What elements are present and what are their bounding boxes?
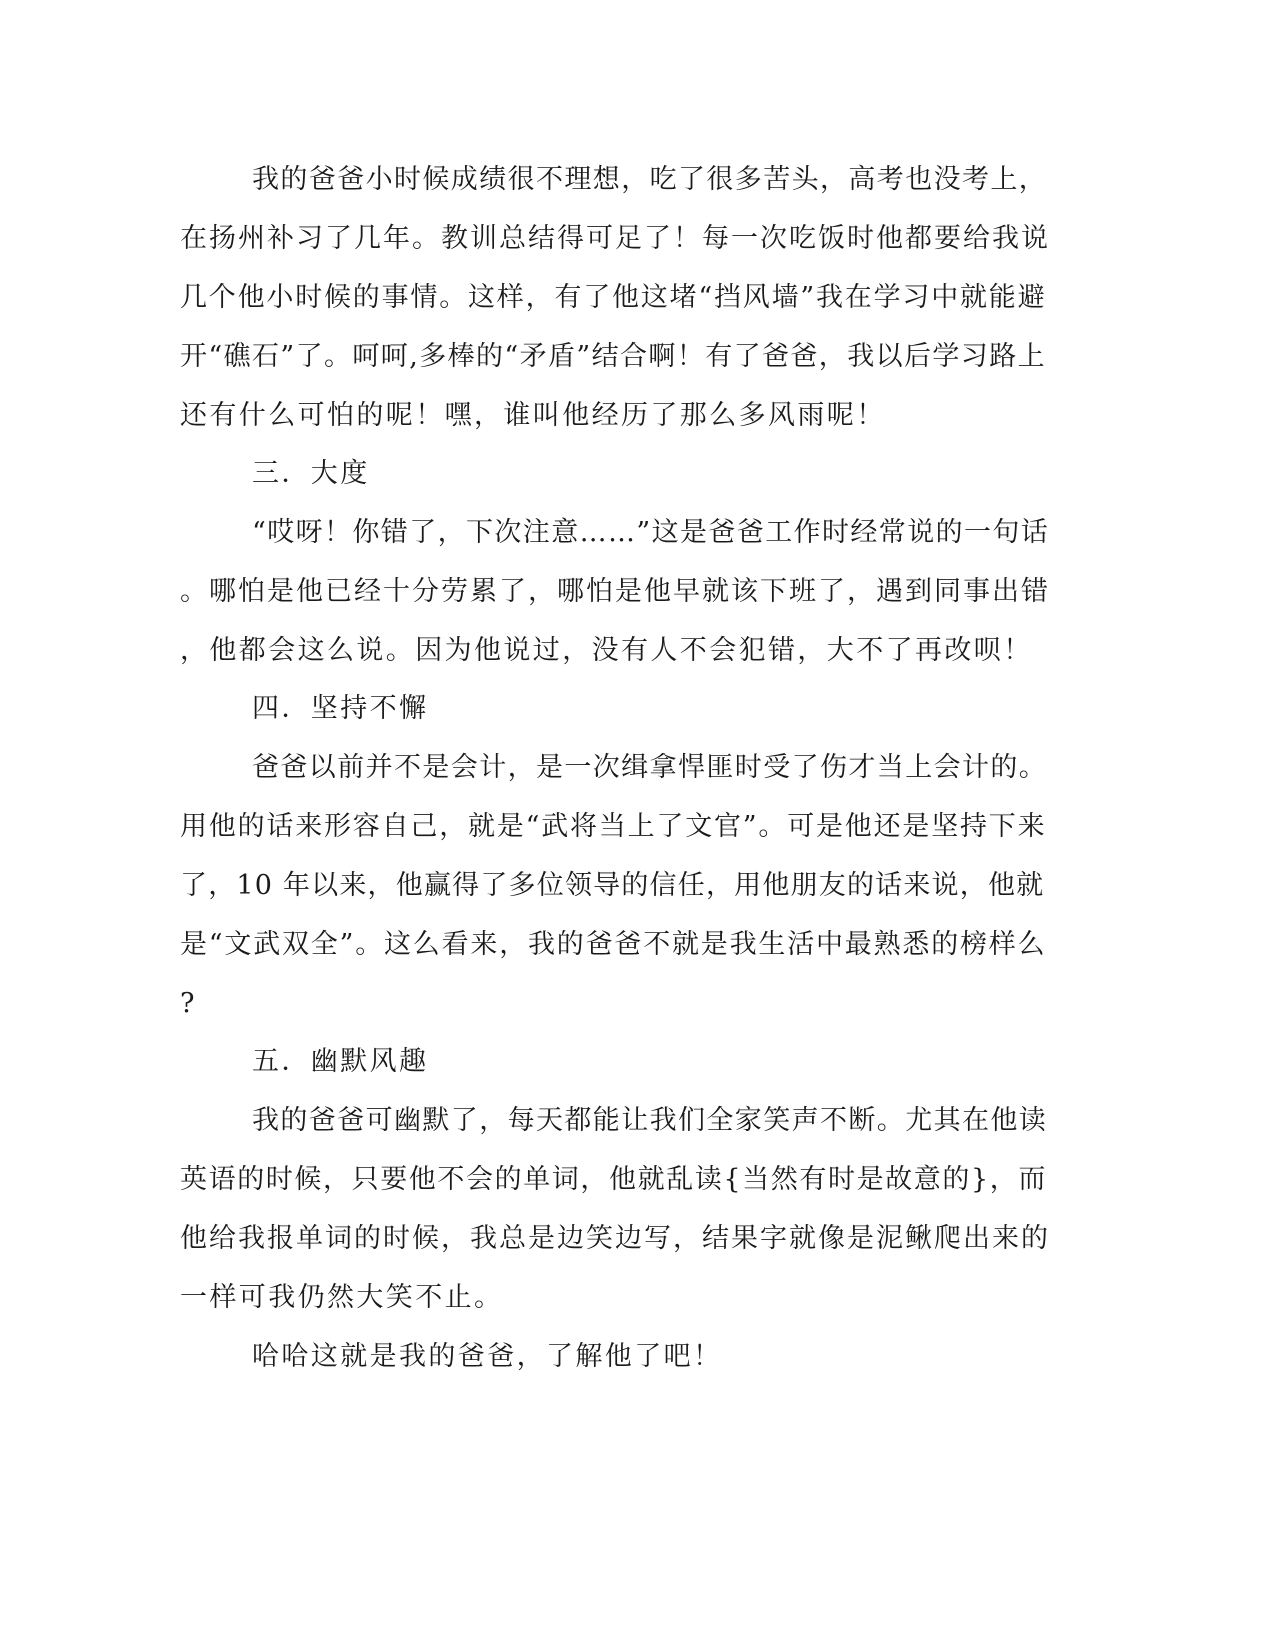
text-line-9: 爸爸以前并不是会计，是一次缉拿悍匪时受了伤才当上会计的。 <box>252 752 1048 783</box>
text-line-12: 是“文武双全”。这么看来，我的爸爸不就是我生活中最熟悉的榜样么 <box>180 929 1047 960</box>
text-line-3: 几个他小时候的事情。这样，有了他这堵“挡风墙”我在学习中就能避 <box>180 282 1047 313</box>
text-line-11: 了，10 年以来，他赢得了多位领导的信任，用他朋友的话来说，他就 <box>180 870 1045 901</box>
text-line-2: 在扬州补习了几年。教训总结得可足了！每一次吃饭时他都要给我说 <box>180 223 1050 254</box>
section-heading-3: 三．大度 <box>252 458 370 489</box>
text-line-13: ? <box>180 988 197 1019</box>
section-heading-4: 四．坚持不懈 <box>252 693 429 724</box>
text-line-5: 还有什么可怕的呢！嘿，谁叫他经历了那么多风雨呢！ <box>180 400 886 431</box>
text-line-15: 英语的时候，只要他不会的单词，他就乱读{当然有时是故意的}，而 <box>180 1164 1047 1195</box>
text-line-17: 一样可我仍然大笑不止。 <box>180 1282 504 1313</box>
text-line-1: 我的爸爸小时候成绩很不理想，吃了很多苦头，高考也没考上， <box>252 164 1048 195</box>
section-heading-5: 五．幽默风趣 <box>252 1046 429 1077</box>
text-line-10: 用他的话来形容自己，就是“武将当上了文官”。可是他还是坚持下来 <box>180 811 1047 842</box>
text-line-6: “哎呀！你错了，下次注意……”这是爸爸工作时经常说的一句话 <box>252 517 1050 548</box>
text-line-7: 。哪怕是他已经十分劳累了，哪怕是他早就该下班了，遇到同事出错 <box>180 576 1050 607</box>
text-line-8: ，他都会这么说。因为他说过，没有人不会犯错，大不了再改呗！ <box>180 635 1033 666</box>
text-line-4: 开“礁石”了。呵呵,多棒的“矛盾”结合啊！有了爸爸，我以后学习路上 <box>180 341 1046 372</box>
text-line-18: 哈哈这就是我的爸爸，了解他了吧！ <box>252 1341 723 1372</box>
text-line-14: 我的爸爸可幽默了，每天都能让我们全家笑声不断。尤其在他读 <box>252 1105 1048 1136</box>
text-line-16: 他给我报单词的时候，我总是边笑边写，结果字就像是泥鳅爬出来的 <box>180 1223 1050 1254</box>
